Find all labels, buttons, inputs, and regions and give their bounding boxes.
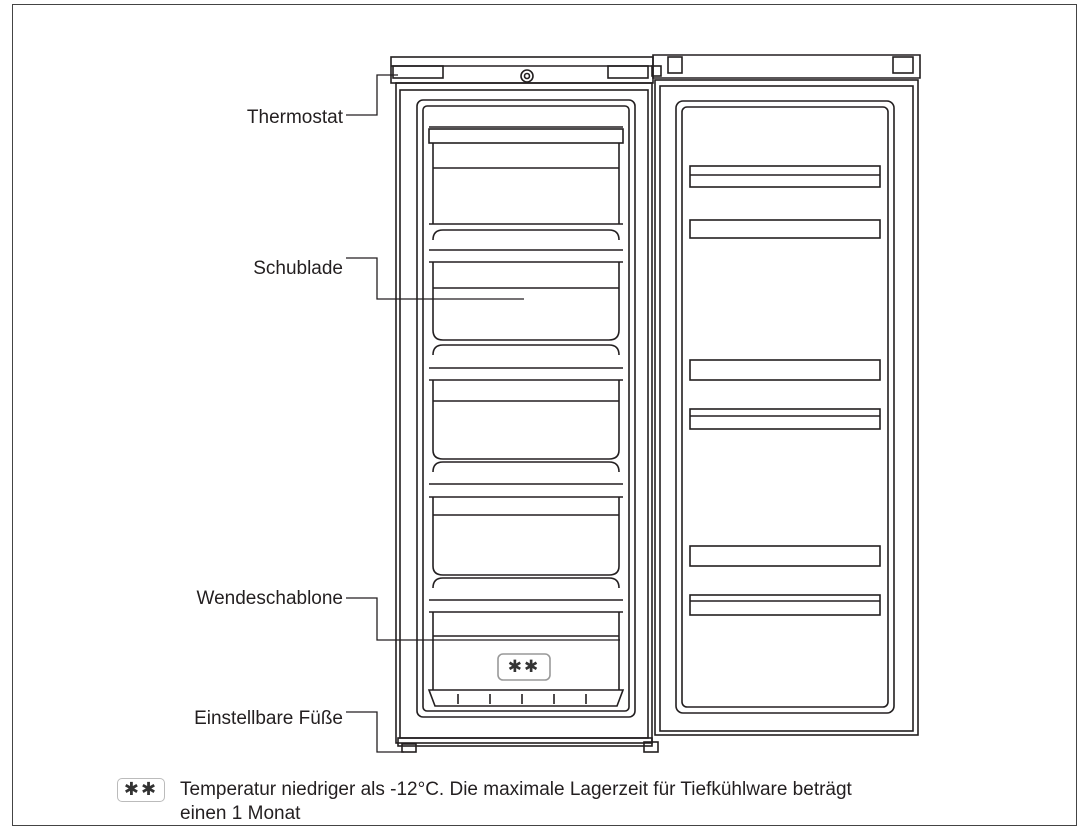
leader-reverse [346, 598, 620, 640]
drawer-5 [429, 578, 623, 706]
drawer-1 [429, 127, 623, 224]
drawer-4 [429, 462, 623, 575]
footnote-line-1: Temperatur niedriger als -12°C. Die maximale Lagerzeit für Tiefkühlware beträgt [180, 779, 852, 800]
label-reversing-template: Wendeschablone [196, 588, 343, 609]
label-adjustable-feet: Einstellbare Füße [194, 708, 343, 729]
cabinet-base [398, 738, 658, 752]
footnote-line-2: einen 1 Monat [180, 803, 301, 824]
inner-liner [417, 100, 635, 717]
star-rating-icon: ✱✱ [117, 778, 165, 802]
leader-drawer [346, 258, 524, 299]
cabinet-body [396, 83, 652, 743]
drawer-2 [429, 230, 623, 340]
open-door [652, 55, 920, 735]
drawer-3 [429, 345, 623, 459]
footnote [180, 778, 1060, 826]
leader-lines [346, 75, 620, 752]
cabinet-top [391, 57, 653, 83]
label-drawer: Schublade [253, 258, 343, 279]
freezer-rating-symbol: ✱✱ [507, 657, 541, 676]
label-thermostat: Thermostat [246, 107, 343, 128]
